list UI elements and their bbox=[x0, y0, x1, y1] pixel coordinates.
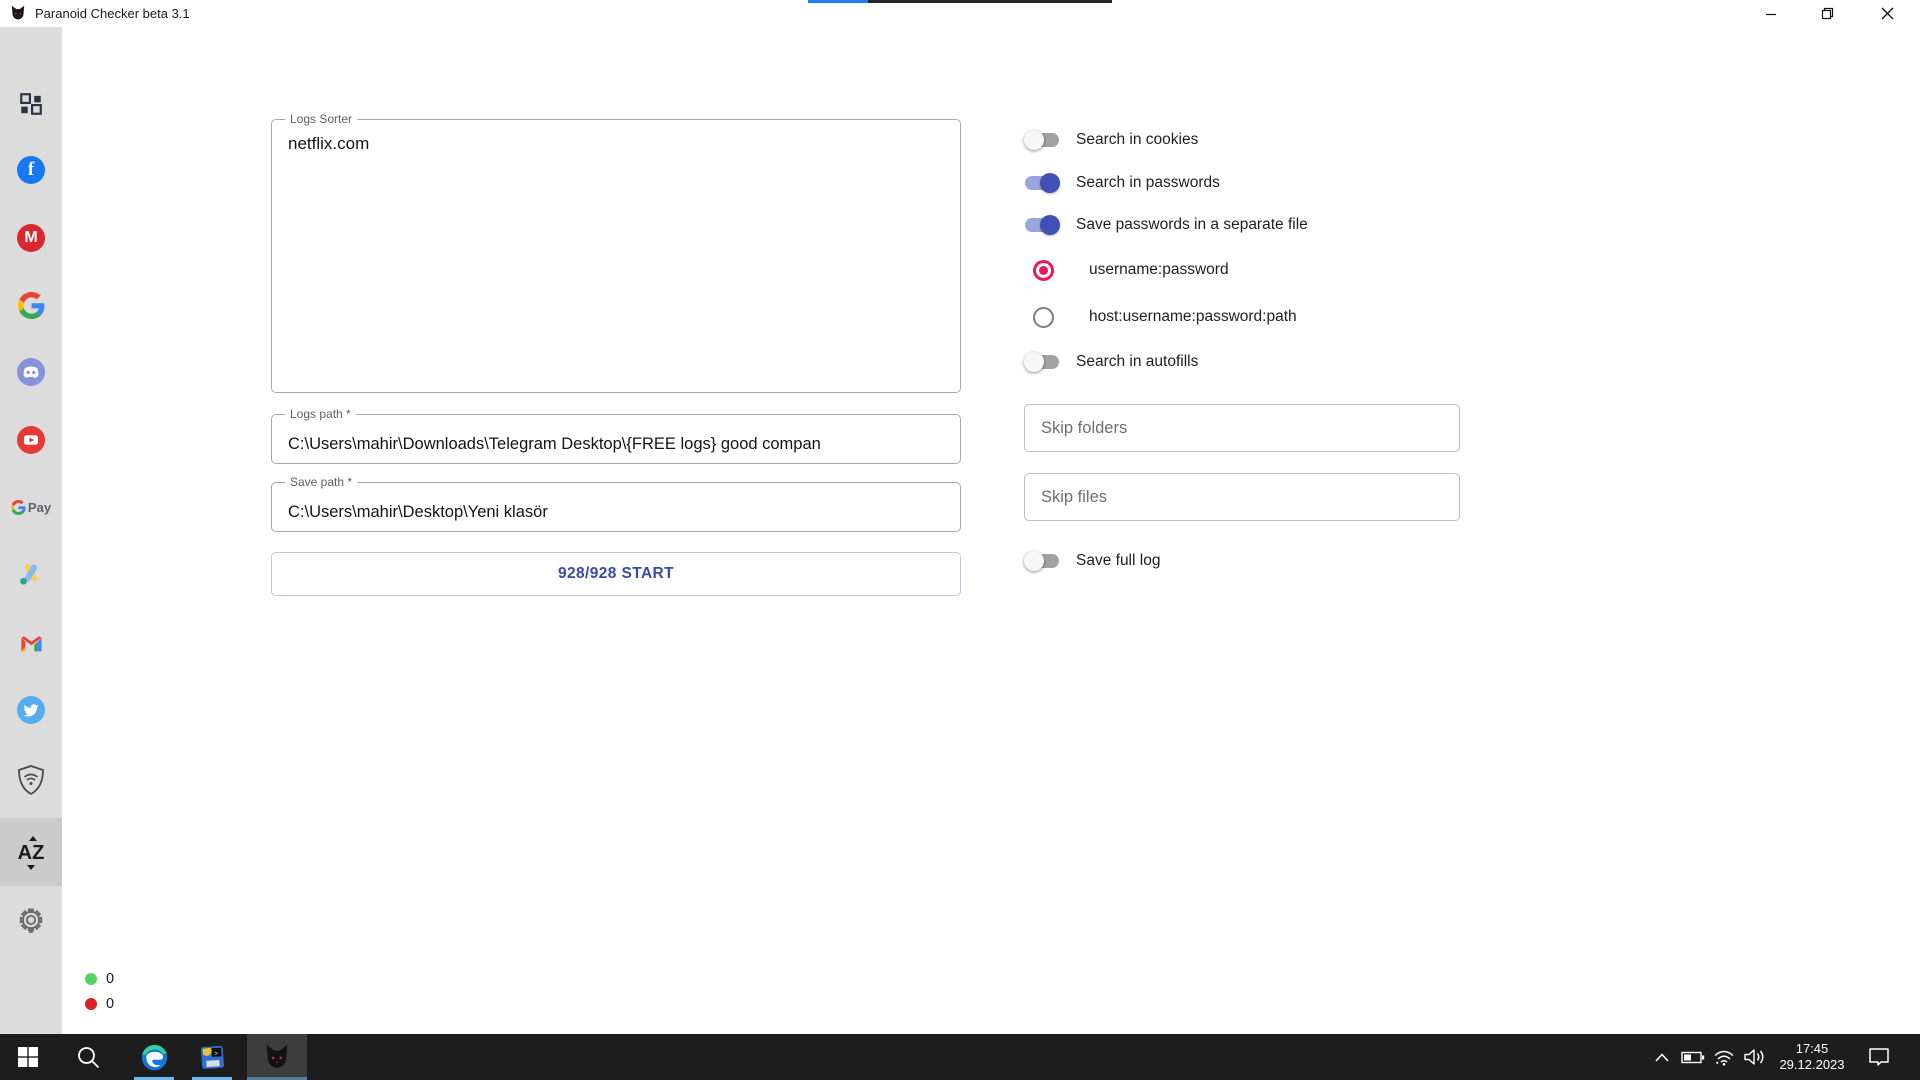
skip-folders-input[interactable] bbox=[1025, 405, 1459, 451]
radio-row-host-username bbox=[1033, 306, 1297, 328]
skip-folders-field bbox=[1024, 404, 1460, 452]
sidebar bbox=[0, 27, 62, 1034]
shield-wifi-icon bbox=[16, 764, 46, 796]
toggle-row-search-autofills bbox=[1024, 350, 1198, 374]
search-autofills-toggle[interactable] bbox=[1024, 352, 1060, 372]
skip-files-field bbox=[1024, 473, 1460, 521]
fail-counter bbox=[85, 996, 114, 1012]
top-progress-strip-dark bbox=[868, 0, 1112, 3]
notification-icon bbox=[1868, 1047, 1890, 1067]
toggle-label: Search in cookies bbox=[1076, 131, 1199, 148]
save-path-label: Save path * bbox=[285, 475, 357, 489]
chevron-up-icon bbox=[1655, 1053, 1669, 1062]
taskbar-search-button[interactable] bbox=[66, 1034, 110, 1080]
radio-label: username:password bbox=[1089, 261, 1229, 278]
radio-label: host:username:password:path bbox=[1089, 308, 1297, 325]
google-ads-icon bbox=[17, 560, 45, 588]
host-username-password-path-radio[interactable] bbox=[1033, 307, 1054, 328]
main-content bbox=[62, 27, 1920, 1034]
username-password-radio[interactable] bbox=[1033, 260, 1054, 281]
save-path-field bbox=[271, 475, 961, 532]
minimize-button[interactable] bbox=[1747, 0, 1794, 27]
gmail-icon bbox=[18, 630, 45, 657]
search-icon bbox=[75, 1044, 101, 1070]
taskbar-edge-button[interactable] bbox=[132, 1034, 176, 1080]
dashboard-icon bbox=[18, 91, 44, 117]
clock-date: 29.12.2023 bbox=[1779, 1057, 1845, 1072]
total-commander-icon bbox=[198, 1043, 226, 1071]
twitter-icon bbox=[17, 696, 45, 724]
taskbar-paranoid-checker-button[interactable] bbox=[247, 1034, 307, 1080]
sidebar-item-google-ads[interactable] bbox=[0, 550, 62, 598]
battery-icon bbox=[1681, 1051, 1705, 1064]
svg-text:>: > bbox=[214, 1050, 219, 1058]
logs-sorter-input[interactable] bbox=[272, 120, 960, 392]
gpay-icon: Pay bbox=[11, 500, 51, 515]
save-passwords-separate-toggle[interactable] bbox=[1024, 215, 1060, 235]
sidebar-item-settings[interactable] bbox=[0, 896, 62, 944]
windows-logo-icon bbox=[17, 1046, 39, 1068]
sidebar-item-twitter[interactable] bbox=[0, 686, 62, 734]
fail-count: 0 bbox=[106, 996, 115, 1012]
taskbar-clock[interactable] bbox=[1757, 1034, 1867, 1080]
sidebar-item-gmail[interactable] bbox=[0, 619, 62, 667]
toggle-label: Search in passwords bbox=[1076, 174, 1220, 191]
search-cookies-toggle[interactable] bbox=[1024, 130, 1060, 150]
toggle-row-search-cookies bbox=[1024, 128, 1198, 152]
youtube-icon bbox=[17, 426, 45, 454]
discord-icon bbox=[17, 358, 45, 386]
start-menu-button[interactable] bbox=[6, 1034, 50, 1080]
titlebar bbox=[0, 0, 1920, 27]
action-center-button[interactable] bbox=[1862, 1034, 1896, 1080]
skip-files-input[interactable] bbox=[1025, 474, 1459, 520]
logs-path-input[interactable] bbox=[272, 415, 960, 463]
mega-icon: M bbox=[17, 224, 45, 252]
toggle-row-save-passwords-separate bbox=[1024, 213, 1308, 237]
close-button[interactable] bbox=[1864, 0, 1911, 27]
top-progress-strip-blue bbox=[808, 0, 868, 3]
red-dot-icon bbox=[85, 998, 97, 1010]
tray-chevron-button[interactable] bbox=[1650, 1034, 1674, 1080]
wifi-icon bbox=[1713, 1049, 1735, 1066]
window-title: Paranoid Checker beta 3.1 bbox=[35, 6, 190, 21]
logs-path-label: Logs path * bbox=[285, 407, 356, 421]
sidebar-item-mega[interactable] bbox=[0, 214, 62, 262]
clock-time: 17:45 bbox=[1795, 1041, 1829, 1056]
sort-az-icon: AZ bbox=[18, 843, 45, 863]
logs-sorter-label: Logs Sorter bbox=[285, 112, 357, 126]
sidebar-item-sort-az[interactable] bbox=[0, 829, 62, 877]
logs-sorter-field bbox=[271, 112, 961, 393]
sidebar-item-shield[interactable] bbox=[0, 756, 62, 804]
green-dot-icon bbox=[85, 973, 97, 985]
taskbar-total-commander-button[interactable] bbox=[190, 1034, 234, 1080]
toggle-row-save-full-log bbox=[1024, 549, 1160, 573]
restore-button[interactable] bbox=[1804, 0, 1851, 27]
tray-battery-button[interactable] bbox=[1679, 1034, 1707, 1080]
toggle-label: Save passwords in a separate file bbox=[1076, 216, 1308, 233]
search-passwords-toggle[interactable] bbox=[1024, 173, 1060, 193]
taskbar bbox=[0, 1034, 1920, 1080]
tray-wifi-button[interactable] bbox=[1710, 1034, 1738, 1080]
logs-path-field bbox=[271, 407, 961, 464]
sidebar-item-google[interactable] bbox=[0, 281, 62, 329]
save-full-log-toggle[interactable] bbox=[1024, 551, 1060, 571]
sidebar-item-gpay[interactable] bbox=[0, 483, 62, 531]
app-cat-icon bbox=[9, 4, 27, 22]
settings-gear-icon bbox=[18, 907, 44, 933]
paranoid-checker-icon bbox=[262, 1042, 292, 1072]
sidebar-item-facebook[interactable] bbox=[0, 146, 62, 194]
success-counter bbox=[85, 971, 114, 987]
facebook-icon: f bbox=[17, 156, 45, 184]
save-path-input[interactable] bbox=[272, 483, 960, 531]
success-count: 0 bbox=[106, 971, 115, 987]
sidebar-item-dashboard[interactable] bbox=[0, 80, 62, 128]
toggle-label: Search in autofills bbox=[1076, 353, 1199, 370]
start-button[interactable]: 928/928 START bbox=[271, 552, 961, 596]
radio-row-username-password bbox=[1033, 259, 1229, 281]
toggle-label: Save full log bbox=[1076, 552, 1161, 569]
sidebar-item-discord[interactable] bbox=[0, 348, 62, 396]
edge-icon bbox=[140, 1043, 169, 1072]
google-icon bbox=[18, 292, 45, 319]
toggle-row-search-passwords bbox=[1024, 171, 1220, 195]
sidebar-item-youtube[interactable] bbox=[0, 416, 62, 464]
